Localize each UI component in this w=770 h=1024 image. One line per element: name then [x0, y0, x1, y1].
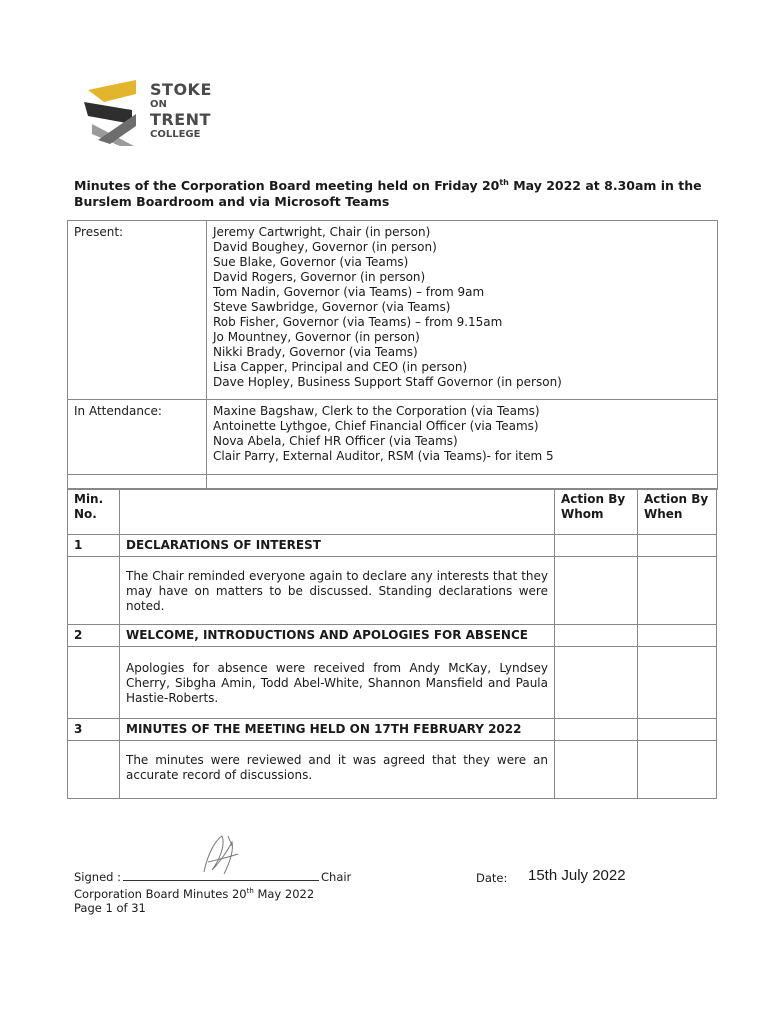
- attendance-list: Maxine Bagshaw, Clerk to the Corporation (via Teams) Antoinette Lythgoe, Chief Financial Officer (via Teams) Nova Abela, Chief HR Officer (via Teams) Clair Parry, External Auditor, RSM (via Teams)- for item 5: [207, 400, 718, 475]
- attendance-label: In Attendance:: [68, 400, 207, 475]
- footer: [74, 870, 351, 915]
- document-reference: Corporation Board Minutes 20th May 2022: [74, 886, 315, 901]
- logo-wordmark: STOKE ON TRENT COLLEGE: [150, 80, 212, 140]
- minutes-table: [67, 488, 717, 799]
- table-row: The Chair reminded everyone again to declare any interests that they may have on matters to be discussed. Standing declarations were noted.: [68, 557, 717, 625]
- table-row: Apologies for absence were received from Andy McKay, Lyndsey Cherry, Sibgha Amin, Todd Abel-White, Shannon Mansfield and Paula Hastie-Roberts.: [68, 647, 717, 719]
- action-by-when-header: Action By When: [638, 489, 717, 535]
- present-list: Jeremy Cartwright, Chair (in person) David Boughey, Governor (in person) Sue Blake, Governor (via Teams) David Rogers, Governor (in person) Tom Nadin, Governor (via Teams) – from 9am Steve Sawbridge, Governor (via Teams) Rob Fisher, Governor (via Teams) – from 9.15am Jo Mountney, Governor (in person) Nikki Brady, Governor (via Teams) Lisa Capper, Principal and CEO (in person) Dave Hopley, Business Support Staff Governor (in person): [207, 221, 718, 400]
- signed-label: Signed :: [74, 870, 121, 884]
- table-row: 2 WELCOME, INTRODUCTIONS AND APOLOGIES FOR ABSENCE: [68, 625, 717, 647]
- date-value: 15th July 2022: [528, 867, 626, 884]
- min-no-header: Min. No.: [68, 489, 120, 535]
- table-row: 1 DECLARATIONS OF INTEREST: [68, 535, 717, 557]
- table-row: The minutes were reviewed and it was agreed that they were an accurate record of discussions.: [68, 741, 717, 799]
- page-number: Page 1 of 31: [74, 900, 146, 915]
- date-label: Date:: [476, 871, 508, 885]
- blank-header: [120, 489, 555, 535]
- document-title: Minutes of the Corporation Board meeting held on Friday 20th May 2022 at 8.30am in the Burslem Boardroom and via Microsoft Teams: [74, 178, 702, 210]
- table-row: 3 MINUTES OF THE MEETING HELD ON 17TH FEBRUARY 2022: [68, 719, 717, 741]
- chair-label: Chair: [321, 870, 352, 884]
- action-by-whom-header: Action By Whom: [555, 489, 638, 535]
- signature-line: [123, 870, 319, 881]
- attendees-table: [67, 220, 718, 490]
- present-label: Present:: [68, 221, 207, 400]
